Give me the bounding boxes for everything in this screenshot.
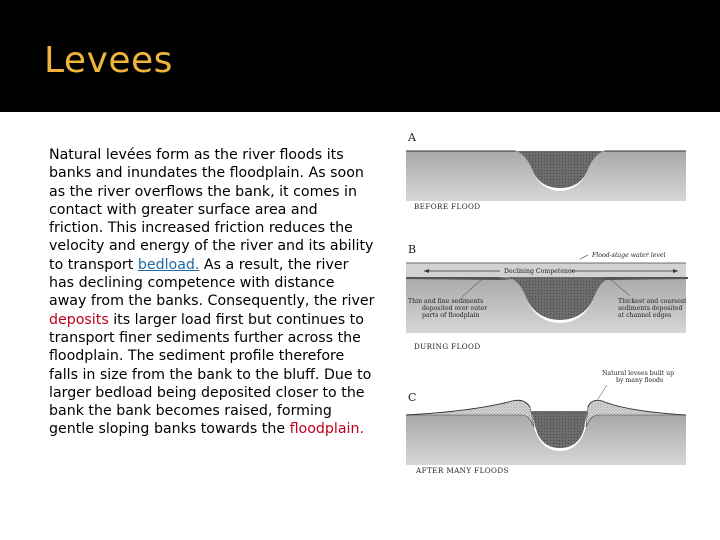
highlighted-term: deposits <box>49 311 109 328</box>
fine-sediment-line-1: Thin and fine sediments <box>408 298 484 305</box>
panel-c <box>406 370 686 475</box>
body-paragraph <box>49 146 379 439</box>
flood-stage-label: Flood-stage water level <box>592 252 666 259</box>
panel-a-letter: A <box>408 131 416 144</box>
slide-title: Levees <box>44 40 173 81</box>
panel-b-letter: B <box>408 243 417 256</box>
coarse-sediment-line-2: sediments deposited <box>618 305 683 312</box>
panel-c-letter: C <box>408 391 417 404</box>
levee-label-line-2: by many floods <box>616 377 664 384</box>
bedload-link[interactable]: bedload. <box>137 256 200 273</box>
coarse-sediment-line-1: Thickest and coarsest <box>618 298 687 305</box>
levee-label-line-1: Natural levees built up <box>602 370 675 377</box>
panel-a <box>406 131 686 211</box>
panel-b <box>406 243 688 351</box>
fine-sediment-line-3: parts of floodplain <box>422 312 480 319</box>
levee-diagram <box>402 127 692 485</box>
panel-c-caption: AFTER MANY FLOODS <box>416 466 509 475</box>
competence-label: Declining Competence <box>504 268 576 275</box>
body-text-segment: Natural levées form as the river floods its banks and inundates the floodplain. As soon as the river overflows the bank, it comes in contact with greater surface area and friction. This increased friction reduces the velocity and energy of the river and its ability to transport <box>49 147 378 273</box>
panel-a-caption: BEFORE FLOOD <box>414 202 481 211</box>
body-text-segment: As a result, the river has declining competence with distance away from the banks. Consequently, the river <box>49 256 379 310</box>
panel-b-caption: DURING FLOOD <box>414 342 481 351</box>
body-text-segment: its larger load first but continues to transport finer sediments further across the floodplain. The sediment profile therefore falls in size from the bank to the bluff. Due to larger bedload being deposited closer to the bank the bank becomes raised, forming gentle sloping banks towards the <box>49 311 376 438</box>
fine-sediment-line-2: deposited over outer <box>422 305 488 312</box>
highlighted-term: floodplain. <box>289 421 364 438</box>
coarse-sediment-line-3: at channel edges <box>618 312 672 319</box>
